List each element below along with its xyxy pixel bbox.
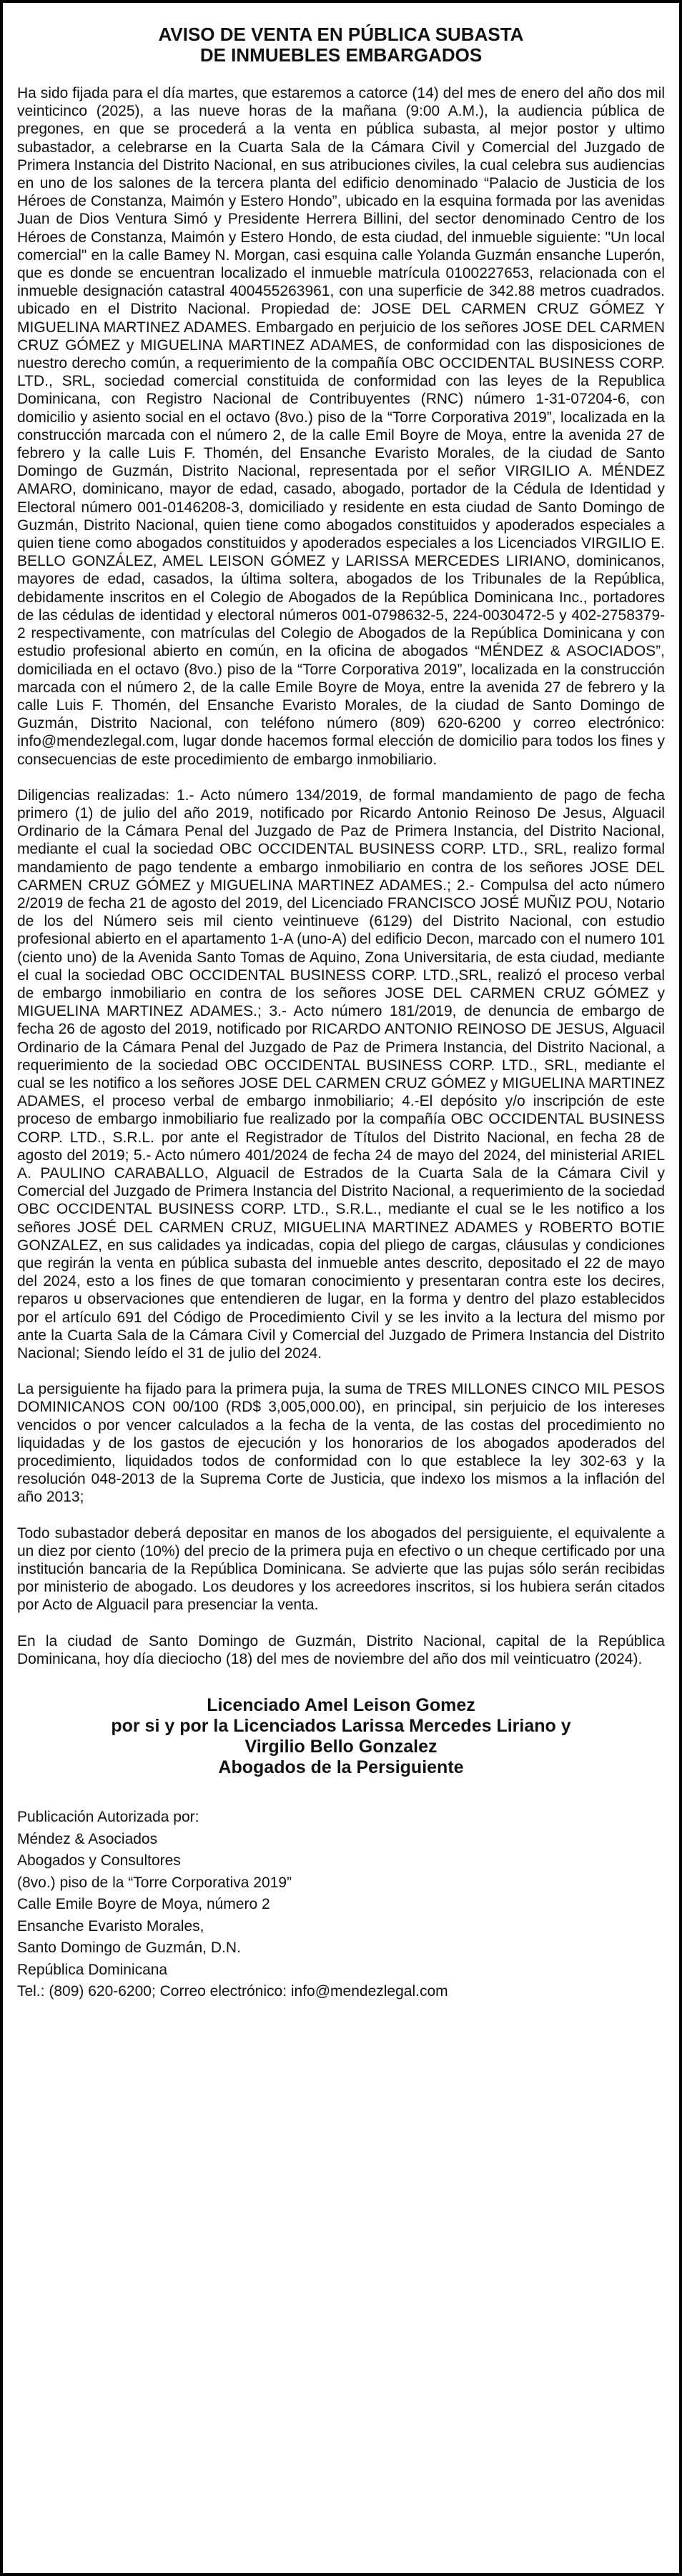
paragraph-diligences: Diligencias realizadas: 1.- Acto número 134/2019, de formal mandamiento de pago de fecha primero (1) de julio del año 2019, notificado por Ricardo Antonio Reinoso De Jesus, Alguacil Ordinario de la Cámara Penal del Juzgado de Paz de Primera Instancia, del Distrito Nacional, mediante el cual la sociedad OBC OCCIDENTAL BUSINESS CORP. LTD., SRL, realizo formal mandamiento de pago tendente a embargo inmobiliario en contra de los señores JOSE DEL CARMEN CRUZ GÓMEZ y MIGUELINA MARTINEZ ADAMES.; 2.- Compulsa del acto número 2/2019 de fecha 21 de agosto del 2019, del Licenciado FRANCISCO JOSÉ MUÑIZ POU, Notario de los del Número seis mil ciento veintinueve (6129) del Distrito Nacional, con estudio profesional abierto en el apartamento 1-A (uno-A) del edificio Decon, marcado con el numero 101 (ciento uno) de la Avenida Santo Tomas de Aquino, Zona Universitaria, de esta ciudad, mediante el cual la sociedad OBC OCCIDENTAL BUSINESS CORP. LTD.,SRL, realizó el proceso verbal de embargo inmobiliario en contra de los señores JOSE DEL CARMEN CRUZ GÓMEZ y MIGUELINA MARTINEZ ADAMES.; 3.- Acto número 181/2019, de denuncia de embargo de fecha 26 de agosto del 2019, notificado por RICARDO ANTONIO REINOSO DE JESUS, Alguacil Ordinario de la Cámara Penal del Juzgado de Paz de Primera Instancia, del Distrito Nacional, a requerimiento de la sociedad OBC OCCIDENTAL BUSINESS CORP. LTD., SRL, mediante el cual se les notifico a los señores JOSE DEL CARMEN CRUZ GÓMEZ y MIGUELINA MARTINEZ ADAMES, el proceso verbal de embargo inmobiliario; 4.-El depósito y/o inscripción de este proceso de embargo inmobiliario fue realizado por la compañía OBC OCCIDENTAL BUSINESS CORP. LTD., S.R.L. por ante el Registrador de Títulos del Distrito Nacional, en fecha 28 de agosto del 2019; 5.- Acto número 401/2024 de fecha 24 de mayo del 2024, del ministerial ARIEL A. PAULINO CARABALLO, Alguacil de Estrados de la Cuarta Sala de la Cámara Civil y Comercial del Juzgado de Primera Instancia del Distrito Nacional, a requerimiento de la sociedad OBC OCCIDENTAL BUSINESS CORP. LTD., S.R.L., mediante el cual se le les notifico a los señores JOSÉ DEL CARMEN CRUZ, MIGUELINA MARTINEZ ADAMES y ROBERTO BOTIE GONZALEZ, en sus calidades ya indicadas, copia del pliego de cargas, cláusulas y condiciones que regirán la venta en pública subasta del inmueble antes descrito, depositado el 22 de mayo del 2024, esto a los fines de que tomaran conocimiento y presentaran contra este los decires, reparos u observaciones que entendieren de lugar, en la forma y dentro del plazo establecidos por el artículo 691 del Código de Procedimiento Civil y se les invito a la lectura del mismo por ante la Cuarta Sala de la Cámara Civil y Comercial del Juzgado de Primera Instancia del Distrito Nacional; Siendo leído el 31 de julio del 2024. [17,787,665,1362]
signature-line-2: por si y por la Licenciados Larissa Mercedes Liriano y [111,1716,571,1737]
publication-line: Calle Emile Boyre de Moya, número 2 [17,1896,270,1913]
publication-info [17,1807,665,2003]
paragraph-deposit-terms: Todo subastador deberá depositar en manos de los abogados del persiguiente, el equivalente a un diez por ciento (10%) del precio de la primera puja en efectivo o un cheque certificado por una institución bancaria de la República Dominicana. Se advierte que las pujas sólo serán recibidas por ministerio de abogado. Los deudores y los acreedores inscritos, si los hubiera serán citados por Acto de Alguacil para presenciar la venta. [17,1524,665,1614]
title-line-1: AVISO DE VENTA EN PÚBLICA SUBASTA [158,24,524,45]
publication-line: Santo Domingo de Guzmán, D.N. [17,1940,241,1957]
signature-line-4: Abogados de la Persiguiente [218,1757,464,1778]
paragraph-auction-announcement: Ha sido fijada para el día martes, que estaremos a catorce (14) del mes de enero del año dos mil veinticinco (2025), a las nueve horas de la mañana (9:00 A.M.), la audiencia pública de pregones, en que se procederá a la venta en pública subasta, al mejor postor y ultimo subastador, a celebrarse en la Cuarta Sala de la Cámara Civil y Comercial del Juzgado de Primera Instancia del Distrito Nacional, en sus atribuciones civiles, la cual celebra sus audiencias en uno de los salones de la tercera planta del edificio denominado “Palacio de Justicia de los Héroes de Constanza, Maimón y Estero Hondo”, ubicado en la esquina formada por las avenidas Juan de Dios Ventura Simó y Presidente Herrera Billini, del sector denominado Centro de los Héroes de Constanza, Maimón y Estero Hondo, de esta ciudad, del inmueble siguiente: "Un local comercial" en la calle Bamey N. Morgan, casi esquina calle Yolanda Guzmán ensanche Luperón, que es donde se encuentran localizado el inmueble matrícula 0100227653, relacionada con el inmueble designación catastral 400455263961, con una superficie de 342.88 metros cuadrados. ubicado en el Distrito Nacional. Propiedad de: JOSE DEL CARMEN CRUZ GÓMEZ Y MIGUELINA MARTINEZ ADAMES. Embargado en perjuicio de los señores JOSE DEL CARMEN CRUZ GÓMEZ y MIGUELINA MARTINEZ ADAMES, de conformidad con las disposiciones de nuestro derecho común, a requerimiento de la compañía OBC OCCIDENTAL BUSINESS CORP. LTD., SRL, sociedad comercial constituida de conformidad con las leyes de la Republica Dominicana, con Registro Nacional de Contribuyentes (RNC) número 1-31-07204-6, con domicilio y asiento social en el octavo (8vo.) piso de la “Torre Corporativa 2019”, localizada en la construcción marcada con el número 2, de la calle Emil Boyre de Moya, entre la avenida 27 de febrero y la calle Luis F. Thomén, del Ensanche Evaristo Morales, de la ciudad de Santo Domingo de Guzmán, Distrito Nacional, representada por el señor VIRGILIO A. MÉNDEZ AMARO, dominicano, mayor de edad, casado, abogado, portador de la Cédula de Identidad y Electoral número 001-0146208-3, domiciliado y residente en esta ciudad de Santo Domingo de Guzmán, Distrito Nacional, quien tiene como abogados constituidos y apoderados especiales a quien tiene como abogados constituidos y apoderados especiales a los Licenciados VIRGILIO E. BELLO GONZÁLEZ, AMEL LEISON GÓMEZ y LARISSA MERCEDES LIRIANO, dominicanos, mayores de edad, casados, la última soltera, abogados de los Tribunales de la República, debidamente inscritos en el Colegio de Abogados de la República Dominicana Inc., portadores de las cédulas de identidad y electoral números 001-0798632-5, 224-0030472-5 y 402-2758379-2 respectivamente, con matrículas del Colegio de Abogados de la República Dominicana y con estudio profesional abierto en común, en la oficina de abogados “MÉNDEZ & ASOCIADOS”, domiciliada en el octavo (8vo.) piso de la “Torre Corporativa 2019”, localizada en la construcción marcada con el número 2, de la calle Emile Boyre de Moya, entre la avenida 27 de febrero y la calle Luis F. Thomén, del Ensanche Evaristo Morales, de la ciudad de Santo Domingo de Guzmán, Distrito Nacional, con teléfono número (809) 620-6200 y correo electrónico: info@mendezlegal.com, lugar donde hacemos formal elección de domicilio para todos los fines y consecuencias de este procedimiento de embargo inmobiliario. [17,85,665,768]
paragraph-date-place: En la ciudad de Santo Domingo de Guzmán, Distrito Nacional, capital de la República Dominicana, hoy día dieciocho (18) del mes de noviembre del año dos mil veinticuatro (2024). [17,1632,665,1667]
publication-line: Abogados y Consultores [17,1852,181,1869]
paragraph-first-bid: La persiguiente ha fijado para la primera puja, la suma de TRES MILLONES CINCO MIL PESOS DOMINICANOS CON 00/100 (RD$ 3,005,000.00), en principal, sin perjuicio de los intereses vencidos o por vencer calculados a la fecha de la venta, de las costas del procedimiento no liquidadas y de los gastos de ejecución y los honorarios de los abogados apoderados del procedimiento, liquidados todos de conformidad con lo que establece la ley 302-63 y la resolución 048-2013 de la Suprema Corte de Justicia, que indexo los mismos a la inflación del año 2013; [17,1381,665,1506]
publication-line: Méndez & Asociados [17,1830,158,1847]
signature-line-1: Licenciado Amel Leison Gomez [207,1695,475,1716]
notice-title [17,24,665,66]
signature-block [17,1695,665,1778]
publication-line: Publicación Autorizada por: [17,1809,199,1826]
publication-line: Tel.: (809) 620-6200; Correo electrónico: info@mendezlegal.com [17,1983,448,2000]
signature-line-3: Virgilio Bello Gonzalez [244,1737,438,1757]
title-line-2: DE INMUEBLES EMBARGADOS [199,44,483,66]
publication-line: (8vo.) piso de la “Torre Corporativa 2019” [17,1874,292,1891]
publication-line: República Dominicana [17,1961,168,1978]
publication-line: Ensanche Evaristo Morales, [17,1917,204,1935]
